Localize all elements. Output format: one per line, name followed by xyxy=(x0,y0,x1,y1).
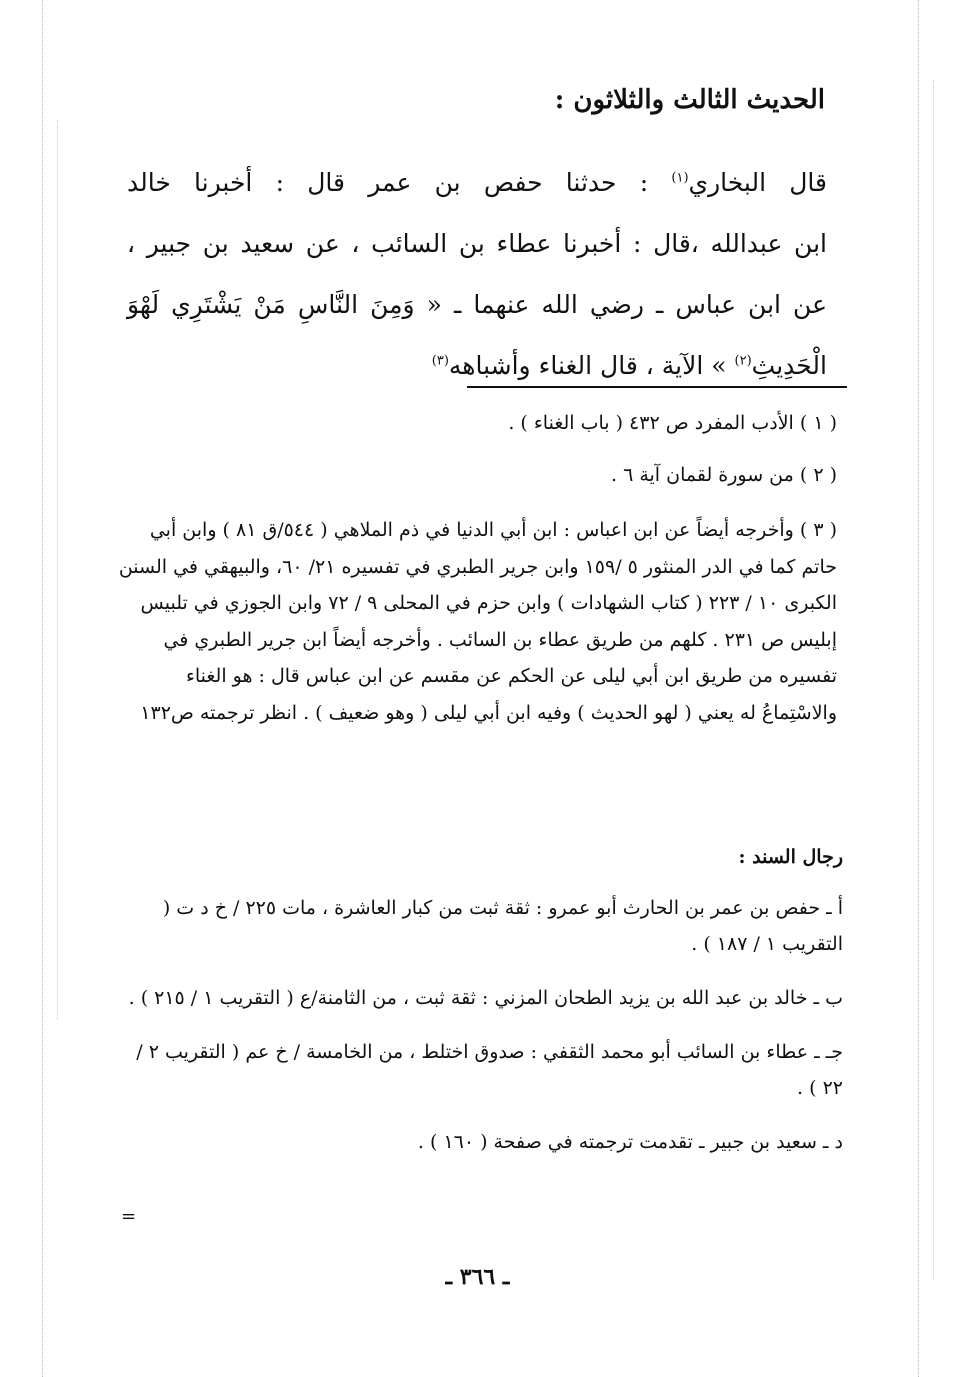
footnotes xyxy=(117,408,837,753)
narrator-item: أ ـ حفص بن عمر بن الحارث أبو عمرو : ثقة ثبت من كبار العاشرة ، مات ٢٢٥ / خ د ت ( التقريب ١ / ١٨٧ ) . xyxy=(162,897,843,955)
sanad-list xyxy=(123,890,843,1178)
hadith-line: ابن عبدالله ،قال : أخبرنا عطاء بن السائب ، عن سعيد بن جبير ، xyxy=(127,229,827,258)
narrator-item: ب ـ خالد بن عبد الله بن يزيد الطحان المزني : ثقة ثبت ، من الثامنة/ع ( التقريب ١ / ٢١٥ ) . xyxy=(128,987,843,1009)
narrator-item: جـ ـ عطاء بن السائب أبو محمد الثقفي : صدوق اختلط ، من الخامسة / خ عم ( التقريب ٢ / ٢٢ ) . xyxy=(136,1041,843,1099)
footnote-item: ( ١ ) الأدب المفرد ص ٤٣٢ ( باب الغناء ) . xyxy=(508,412,837,434)
hadith-text xyxy=(127,152,827,396)
hadith-heading: الحديث الثالث والثلاثون : xyxy=(554,85,825,115)
hadith-line: الْحَدِيثِ$^{(٢)}$ » الآية ، قال الغناء وأشباهه$^{(٣)}$ xyxy=(431,351,827,380)
hadith-line: قال البخاري$^{(١)}$ : حدثنا حفص بن عمر قال : أخبرنا خالد xyxy=(127,168,827,197)
scan-edge-line xyxy=(57,120,58,1020)
narrator-item: د ـ سعيد بن جبير ـ تقدمت ترجمته في صفحة ( ١٦٠ ) . xyxy=(417,1131,843,1153)
footnote-item: ( ٣ ) وأخرجه أيضاً عن ابن اعباس : ابن أبي الدنيا في ذم الملاهي ( ٥٤٤/ق ٨١ ) وابن أبي حاتم كما في الدر المنثور ٥ /١٥٩ وابن جرير الطبري في تفسيره ٢١/ ٦٠، والبيهقي في السنن الكبرى ١٠ / ٢٢٣ ( كتاب الشهادات ) وابن حزم في المحلى ٩ / ٧٢ وابن الجوزي في تلبيس إبليس ص ٢٣١ . كلهم من طريق عطاء بن السائب . وأخرجه أيضاً ابن جرير الطبري في تفسيره من طريق ابن أبي ليلى عن الحكم عن مقسم عن ابن عباس قال : هو الغناء والاسْتِماعُ له يعني ( لهو الحديث ) وفيه ابن أبي ليلى ( وهو ضعيف ) . انظر ترجمته ص١٣٢ xyxy=(118,519,837,724)
footnote-item: ( ٢ ) من سورة لقمان آية ٦ . xyxy=(610,464,837,486)
footnote-separator xyxy=(467,386,847,388)
scan-edge-line xyxy=(42,0,43,1377)
footnote-ref: (٣) xyxy=(431,353,449,369)
scan-edge-line xyxy=(918,0,919,1377)
scan-edge-line xyxy=(933,80,934,1280)
hadith-line: عن ابن عباس ـ رضي الله عنهما ـ « وَمِنَ النَّاسِ مَنْ يَشْتَرِي لَهْوَ xyxy=(127,290,827,319)
footnote-ref: (٢) xyxy=(734,353,752,369)
footnote-ref: (١) xyxy=(671,170,689,186)
page-number: ـ ٣٦٦ ـ xyxy=(445,1264,510,1290)
sanad-title: رجال السند : xyxy=(738,846,843,868)
continuation-mark: = xyxy=(121,1206,137,1227)
